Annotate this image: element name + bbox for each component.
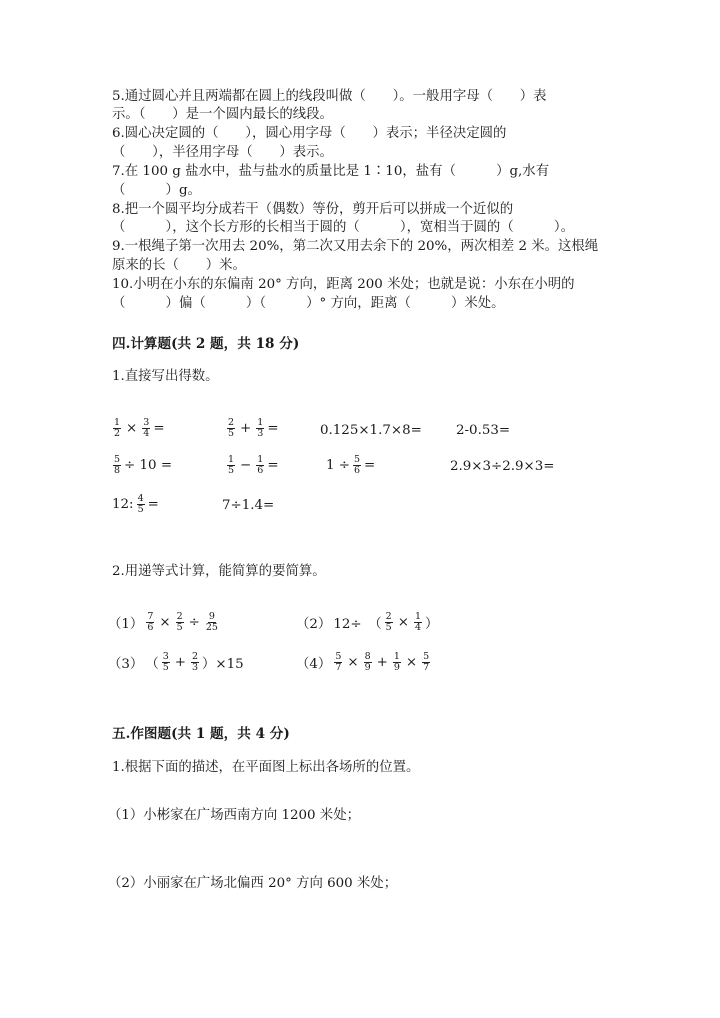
- fraction: $\frac{1}{4}$: [414, 611, 421, 633]
- fraction: $\frac{5}{7}$: [335, 651, 342, 673]
- section-4-title: 四.计算题(共 2 题，共 18 分): [112, 336, 300, 352]
- fraction: $\frac{2}{5}$: [176, 611, 183, 633]
- calc-expr-3: 0.125×1.7×8=: [320, 423, 422, 438]
- draw-item-1: （1）小彬家在广场西南方向 1200 米处；: [108, 808, 360, 823]
- fraction: $\frac{2}{5}$: [228, 417, 235, 439]
- fraction: $\frac{1}{6}$: [257, 454, 264, 476]
- fraction: $\frac{4}{5}$: [137, 493, 144, 515]
- fraction: $\frac{1}{5}$: [228, 454, 235, 476]
- q5-line2: 示。（ ）是一个圆内最长的线段。: [112, 107, 333, 122]
- q10-line2: （ ）偏（ ）（ ）° 方向，距离（ ）米处。: [112, 296, 505, 311]
- calc-expr-10: 7÷1.4=: [222, 498, 275, 513]
- fraction: $\frac{1}{3}$: [257, 417, 264, 439]
- fraction: $\frac{1}{9}$: [393, 651, 400, 673]
- fraction: $\frac{7}{6}$: [147, 611, 154, 633]
- fraction: $\frac{8}{9}$: [364, 651, 371, 673]
- q9-line2: 原来的长（ ）米。: [112, 258, 246, 273]
- q7-line1: 7.在 100 g 盐水中，盐与盐水的质量比是 1∶10，盐有（ ）g,水有: [112, 164, 550, 179]
- draw-q1-title: 1.根据下面的描述，在平面图上标出各场所的位置。: [112, 760, 420, 775]
- q8-line2: （ ），这个长方形的长相当于圆的（ ），宽相当于圆的（ ）。: [112, 220, 574, 235]
- q9-line1: 9.一根绳子第一次用去 20%，第二次又用去余下的 20%，两次相差 2 米。这根绳: [112, 239, 599, 254]
- calc-expr-8: 2.9×3÷2.9×3=: [450, 459, 555, 474]
- fraction: $\frac{5}{7}$: [423, 651, 430, 673]
- calc-expr-5: $\frac{5}{8}$ ÷ 10 =: [114, 454, 173, 476]
- fraction: $\frac{3}{5}$: [162, 651, 169, 673]
- calc-expr-2: $\frac{2}{5}$ + $\frac{1}{3}$ =: [228, 417, 279, 439]
- draw-item-2: （2）小丽家在广场北偏西 20° 方向 600 米处；: [108, 876, 398, 891]
- calc-problem-4: （4） $\frac{5}{7}$ × $\frac{8}{9}$ + $\frac{1}{9}$ × $\frac{5}{7}$: [296, 651, 430, 673]
- q7-line2: （ ）g。: [112, 183, 201, 198]
- fraction: $\frac{9}{25}$: [205, 611, 218, 633]
- fraction: $\frac{5}{8}$: [114, 454, 121, 476]
- q8-line1: 8.把一个圆平均分成若干（偶数）等份，剪开后可以拼成一个近似的: [112, 202, 514, 217]
- calc-problem-1: （1） $\frac{7}{6}$ × $\frac{2}{5}$ ÷ $\frac{9}{25}$: [108, 611, 218, 633]
- section-5-title: 五.作图题(共 1 题，共 4 分): [112, 726, 290, 742]
- calc-expr-4: 2-0.53=: [456, 423, 511, 438]
- calc-problem-2: （2） 12÷ （ $\frac{2}{5}$ × $\frac{1}{4}$ ）: [296, 611, 439, 633]
- calc-expr-7: 1 ÷ $\frac{5}{6}$ =: [326, 454, 376, 476]
- fraction: $\frac{2}{5}$: [385, 611, 392, 633]
- calc-expr-1: $\frac{1}{2}$ × $\frac{3}{4}$ =: [114, 417, 165, 439]
- calc-expr-9: 12: $\frac{4}{5}$ =: [112, 493, 159, 515]
- q6-line1: 6.圆心决定圆的（ ），圆心用字母（ ）表示；半径决定圆的: [112, 126, 507, 141]
- calc-problem-3: （3） （ $\frac{3}{5}$ + $\frac{2}{3}$ ）×15: [108, 651, 244, 673]
- fraction: $\frac{2}{3}$: [191, 651, 199, 673]
- fraction: $\frac{3}{4}$: [143, 417, 150, 439]
- calc-expr-6: $\frac{1}{5}$ − $\frac{1}{6}$ =: [228, 454, 279, 476]
- fraction: $\frac{1}{2}$: [114, 417, 121, 439]
- q5-line1: 5.通过圆心并且两端都在圆上的线段叫做（ ）。一般用字母（ ）表: [112, 89, 547, 104]
- calc-q1-title: 1.直接写出得数。: [112, 369, 219, 384]
- fraction: $\frac{5}{6}$: [354, 454, 361, 476]
- q6-line2: （ ），半径用字母（ ）表示。: [112, 145, 333, 160]
- q10-line1: 10.小明在小东的东偏南 20° 方向，距离 200 米处；也就是说：小东在小明的: [112, 277, 575, 292]
- calc-q2-title: 2.用递等式计算，能简算的要简算。: [112, 564, 326, 579]
